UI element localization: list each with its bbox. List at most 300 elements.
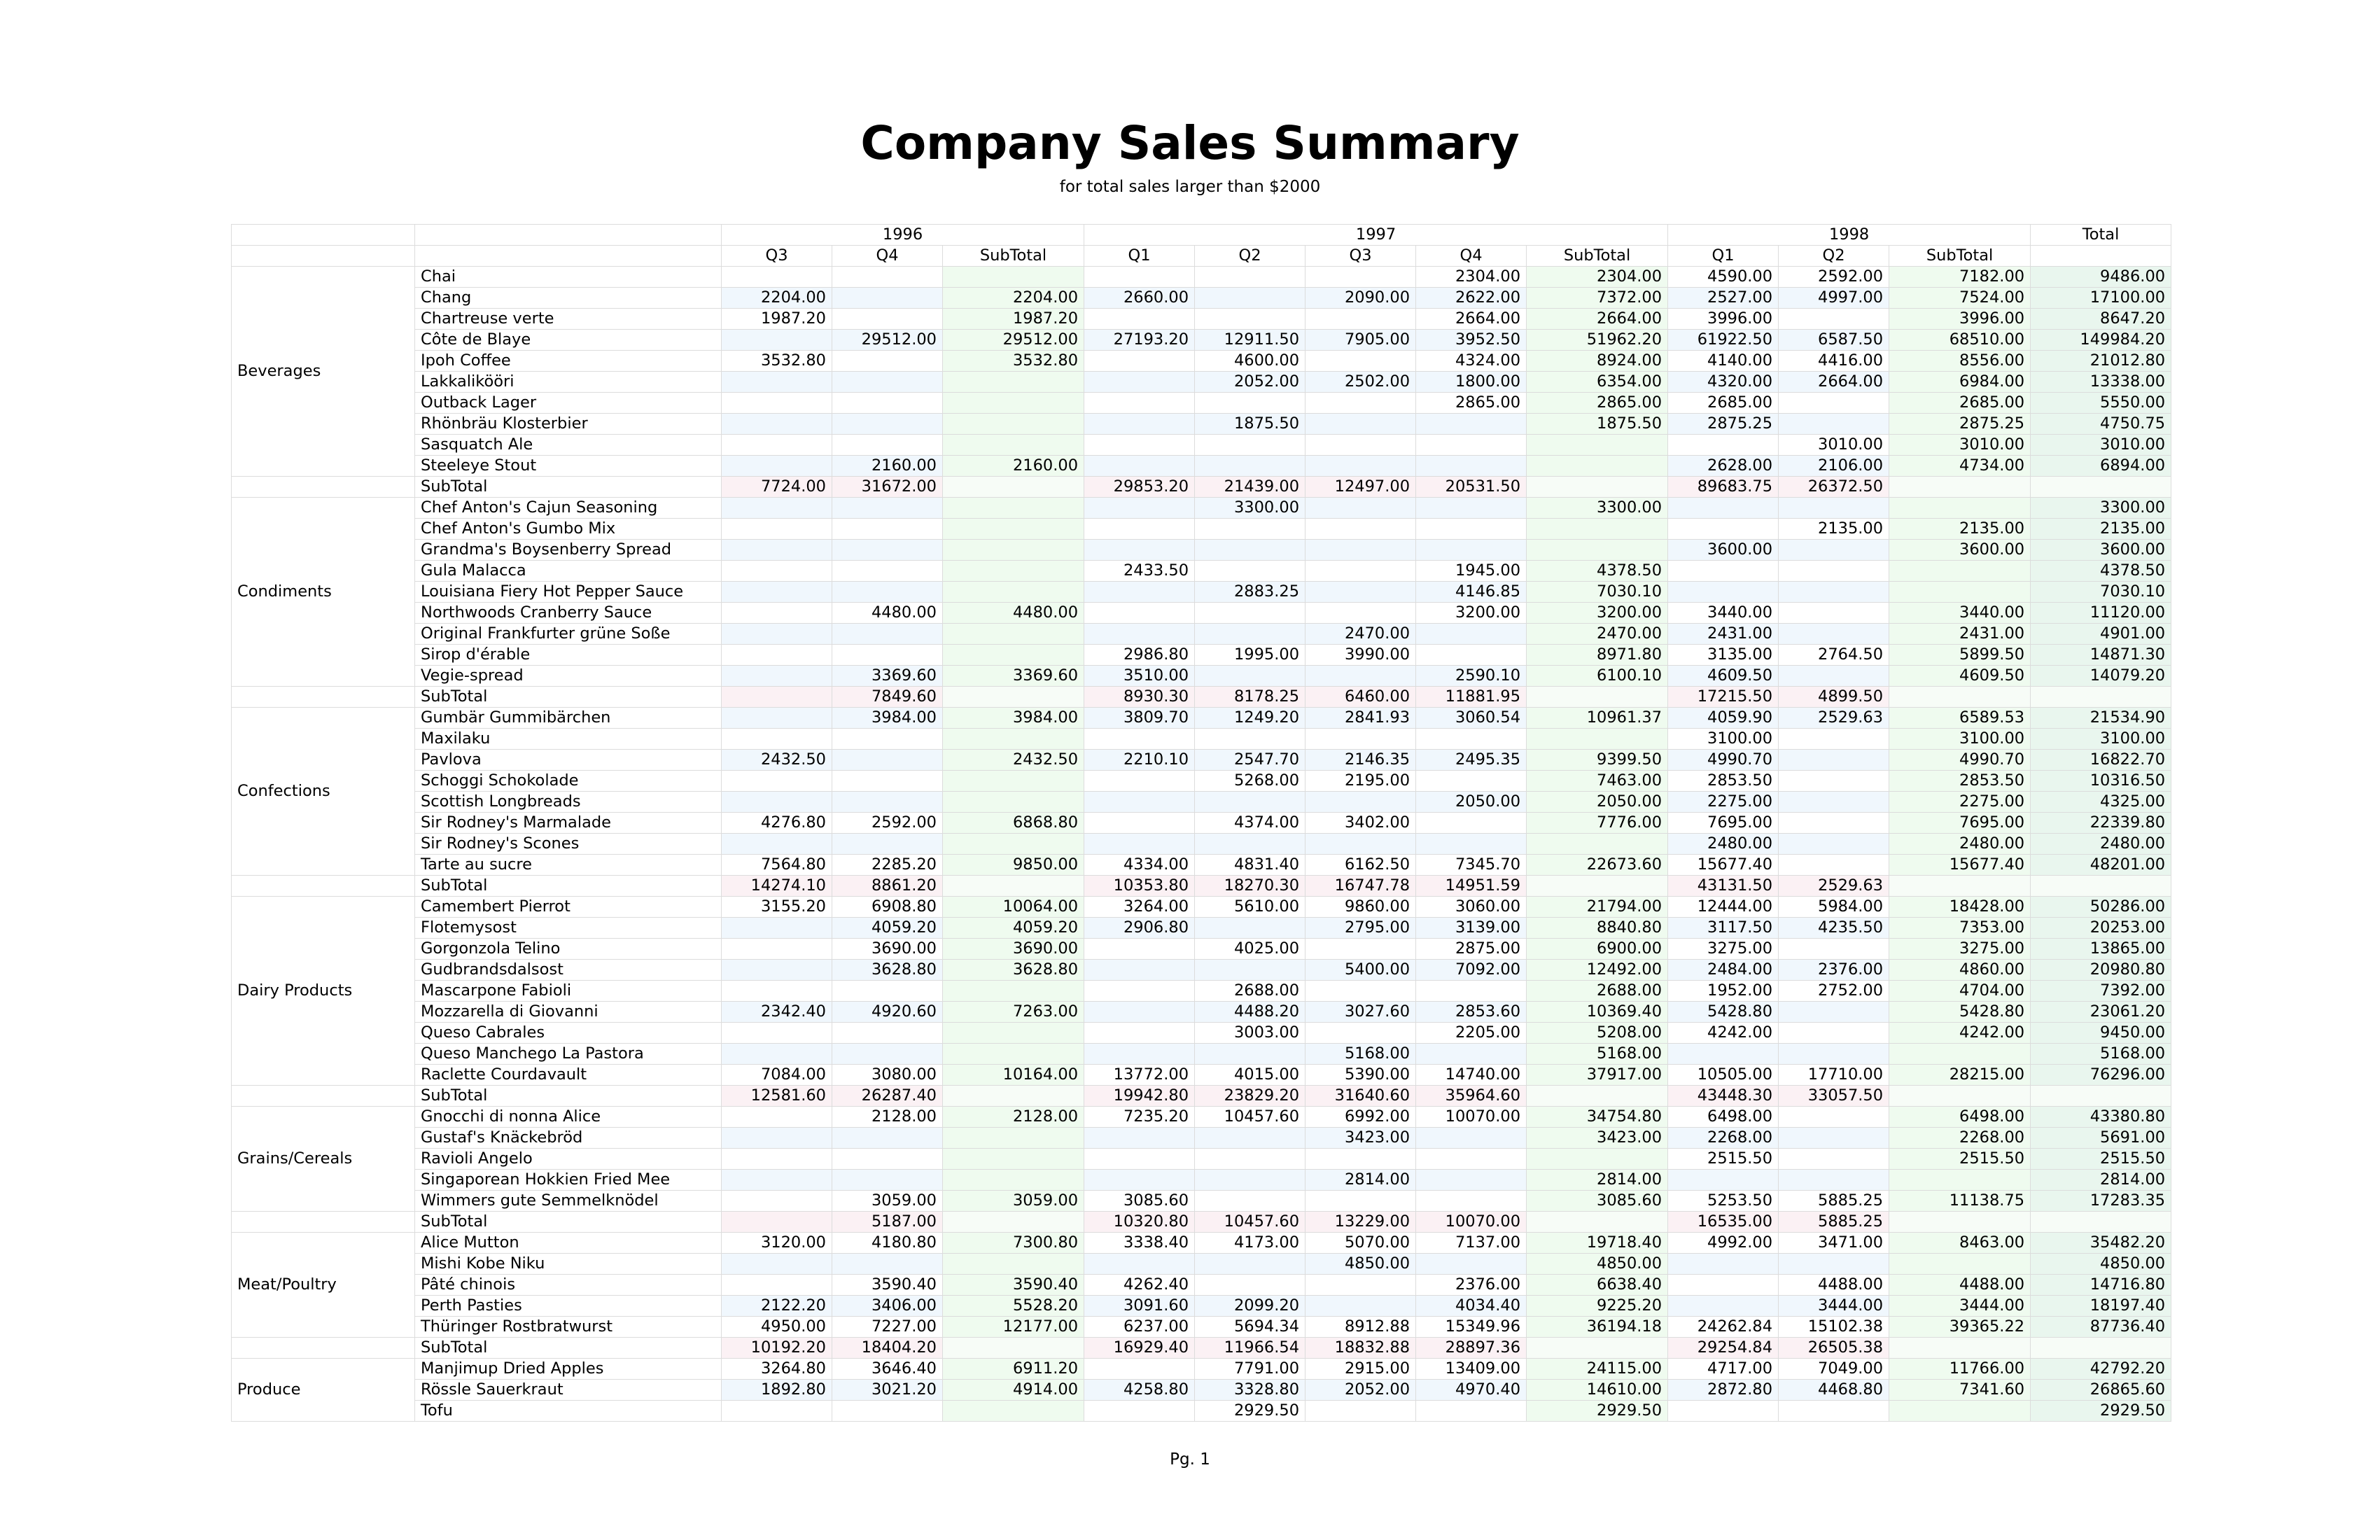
subtotal-empty-cell xyxy=(232,1086,415,1107)
value-cell: 2688.00 xyxy=(1195,981,1306,1002)
value-cell xyxy=(832,1401,943,1422)
report-subtitle: for total sales larger than $2000 xyxy=(1059,178,1321,196)
value-cell xyxy=(1195,960,1306,981)
year-subtotal-cell: 2160.00 xyxy=(943,456,1084,477)
value-cell xyxy=(1084,960,1195,981)
year-subtotal-cell: 8840.80 xyxy=(1527,918,1668,939)
subtotal-empty-cell xyxy=(232,1212,415,1233)
table-row xyxy=(232,1380,2171,1401)
row-total-cell: 22339.80 xyxy=(2031,813,2171,834)
year-subtotal-cell: 7353.00 xyxy=(1889,918,2031,939)
value-cell xyxy=(1779,1044,1889,1065)
subtotal-cell: 6460.00 xyxy=(1306,687,1416,708)
product-name: Gnocchi di nonna Alice xyxy=(415,1107,722,1128)
value-cell xyxy=(1668,561,1779,582)
subtotal-cell xyxy=(2031,687,2171,708)
table-row xyxy=(232,771,2171,792)
subtotal-cell: 5885.25 xyxy=(1779,1212,1889,1233)
value-cell: 12444.00 xyxy=(1668,897,1779,918)
product-name: Raclette Courdavault xyxy=(415,1065,722,1086)
value-cell xyxy=(1084,582,1195,603)
table-row xyxy=(232,960,2171,981)
row-total-cell: 4850.00 xyxy=(2031,1254,2171,1275)
product-name: Sir Rodney's Scones xyxy=(415,834,722,855)
year-subtotal-cell xyxy=(1527,1149,1668,1170)
value-cell: 3444.00 xyxy=(1779,1296,1889,1317)
value-cell: 4950.00 xyxy=(722,1317,832,1338)
value-cell: 2275.00 xyxy=(1668,792,1779,813)
value-cell xyxy=(832,288,943,309)
table-row xyxy=(232,1149,2171,1170)
value-cell xyxy=(722,1170,832,1191)
year-subtotal-cell: 28215.00 xyxy=(1889,1065,2031,1086)
year-subtotal-cell: 3996.00 xyxy=(1889,309,2031,330)
subtotal-cell xyxy=(1527,1338,1668,1359)
value-cell xyxy=(1195,1191,1306,1212)
product-name: Scottish Longbreads xyxy=(415,792,722,813)
value-cell xyxy=(1195,792,1306,813)
value-cell xyxy=(832,582,943,603)
year-subtotal-cell: 12177.00 xyxy=(943,1317,1084,1338)
value-cell xyxy=(722,1254,832,1275)
value-cell xyxy=(1668,1401,1779,1422)
row-total-cell: 5168.00 xyxy=(2031,1044,2171,1065)
year-subtotal-cell: 7463.00 xyxy=(1527,771,1668,792)
table-row xyxy=(232,1233,2171,1254)
product-name: Sir Rodney's Marmalade xyxy=(415,813,722,834)
value-cell xyxy=(832,519,943,540)
product-name: Original Frankfurter grüne Soße xyxy=(415,624,722,645)
value-cell xyxy=(832,372,943,393)
value-cell xyxy=(722,708,832,729)
row-total-cell: 11120.00 xyxy=(2031,603,2171,624)
year-subtotal-cell: 3100.00 xyxy=(1889,729,2031,750)
value-cell xyxy=(832,1044,943,1065)
subtotal-cell: 29853.20 xyxy=(1084,477,1195,498)
subtotal-cell: 8178.25 xyxy=(1195,687,1306,708)
row-total-cell: 21534.90 xyxy=(2031,708,2171,729)
value-cell: 3117.50 xyxy=(1668,918,1779,939)
table-row xyxy=(232,435,2171,456)
value-cell xyxy=(1084,351,1195,372)
value-cell: 5390.00 xyxy=(1306,1065,1416,1086)
row-total-cell: 48201.00 xyxy=(2031,855,2171,876)
row-total-cell: 4378.50 xyxy=(2031,561,2171,582)
value-cell xyxy=(1779,666,1889,687)
value-cell: 2929.50 xyxy=(1195,1401,1306,1422)
value-cell xyxy=(1416,1254,1527,1275)
table-row xyxy=(232,1128,2171,1149)
header-empty-cell xyxy=(415,225,722,246)
subtotal-empty-cell xyxy=(232,1338,415,1359)
value-cell xyxy=(1779,1254,1889,1275)
value-cell: 7345.70 xyxy=(1416,855,1527,876)
value-cell: 2527.00 xyxy=(1668,288,1779,309)
value-cell: 5268.00 xyxy=(1195,771,1306,792)
value-cell xyxy=(832,729,943,750)
table-row xyxy=(232,309,2171,330)
subtotal-cell: 21439.00 xyxy=(1195,477,1306,498)
value-cell xyxy=(1416,435,1527,456)
subtotal-empty-cell xyxy=(232,687,415,708)
year-subtotal-cell: 7300.80 xyxy=(943,1233,1084,1254)
value-cell xyxy=(832,792,943,813)
value-cell xyxy=(1084,1359,1195,1380)
product-name: Flotemysost xyxy=(415,918,722,939)
value-cell: 2160.00 xyxy=(832,456,943,477)
value-cell: 15102.38 xyxy=(1779,1317,1889,1338)
value-cell: 3021.20 xyxy=(832,1380,943,1401)
year-subtotal-cell: 2050.00 xyxy=(1527,792,1668,813)
value-cell xyxy=(722,1149,832,1170)
category-label: Beverages xyxy=(232,267,415,477)
value-cell xyxy=(722,582,832,603)
value-cell: 12911.50 xyxy=(1195,330,1306,351)
value-cell: 2146.35 xyxy=(1306,750,1416,771)
subtotal-cell xyxy=(722,1212,832,1233)
year-subtotal-cell xyxy=(943,729,1084,750)
value-cell: 4831.40 xyxy=(1195,855,1306,876)
year-subtotal-cell xyxy=(1527,540,1668,561)
value-cell xyxy=(1306,1149,1416,1170)
year-subtotal-cell: 2853.50 xyxy=(1889,771,2031,792)
value-cell: 2090.00 xyxy=(1306,288,1416,309)
year-subtotal-cell: 7263.00 xyxy=(943,1002,1084,1023)
value-cell: 7695.00 xyxy=(1668,813,1779,834)
year-subtotal-cell xyxy=(1889,1044,2031,1065)
value-cell xyxy=(1084,1128,1195,1149)
row-total-cell: 5550.00 xyxy=(2031,393,2171,414)
value-cell xyxy=(1084,603,1195,624)
value-cell: 5253.50 xyxy=(1668,1191,1779,1212)
value-cell xyxy=(1195,666,1306,687)
value-cell: 4025.00 xyxy=(1195,939,1306,960)
year-subtotal-cell xyxy=(943,372,1084,393)
value-cell: 3264.80 xyxy=(722,1359,832,1380)
year-subtotal-cell: 7695.00 xyxy=(1889,813,2031,834)
product-name: Sasquatch Ale xyxy=(415,435,722,456)
product-name: Chef Anton's Cajun Seasoning xyxy=(415,498,722,519)
value-cell xyxy=(1668,519,1779,540)
value-cell: 3690.00 xyxy=(832,939,943,960)
row-total-cell: 10316.50 xyxy=(2031,771,2171,792)
year-subtotal-cell: 2470.00 xyxy=(1527,624,1668,645)
value-cell xyxy=(1306,1401,1416,1422)
value-cell: 3952.50 xyxy=(1416,330,1527,351)
value-cell: 3100.00 xyxy=(1668,729,1779,750)
value-cell: 4992.00 xyxy=(1668,1233,1779,1254)
value-cell: 7905.00 xyxy=(1306,330,1416,351)
table-row xyxy=(232,855,2171,876)
subtotal-cell: 26287.40 xyxy=(832,1086,943,1107)
value-cell xyxy=(1084,519,1195,540)
year-subtotal-cell: 15677.40 xyxy=(1889,855,2031,876)
value-cell xyxy=(722,540,832,561)
total-header: Total xyxy=(2031,225,2171,246)
value-cell xyxy=(1416,519,1527,540)
value-cell: 5885.25 xyxy=(1779,1191,1889,1212)
year-subtotal-cell xyxy=(943,393,1084,414)
value-cell xyxy=(722,729,832,750)
value-cell: 4173.00 xyxy=(1195,1233,1306,1254)
value-cell: 4140.00 xyxy=(1668,351,1779,372)
value-cell: 3010.00 xyxy=(1779,435,1889,456)
row-total-cell: 13865.00 xyxy=(2031,939,2171,960)
value-cell: 4374.00 xyxy=(1195,813,1306,834)
value-cell xyxy=(1306,981,1416,1002)
subtotal-cell xyxy=(1527,1086,1668,1107)
value-cell: 5694.34 xyxy=(1195,1317,1306,1338)
value-cell xyxy=(1084,771,1195,792)
subtotal-cell: 19942.80 xyxy=(1084,1086,1195,1107)
table-row xyxy=(232,1359,2171,1380)
value-cell: 7564.80 xyxy=(722,855,832,876)
value-cell: 2752.00 xyxy=(1779,981,1889,1002)
value-cell: 2853.60 xyxy=(1416,1002,1527,1023)
table-row xyxy=(232,897,2171,918)
row-total-cell: 42792.20 xyxy=(2031,1359,2171,1380)
value-cell xyxy=(832,1254,943,1275)
table-row xyxy=(232,1107,2171,1128)
value-cell xyxy=(832,1149,943,1170)
year-subtotal-cell: 5168.00 xyxy=(1527,1044,1668,1065)
value-cell xyxy=(1195,288,1306,309)
product-name: Schoggi Schokolade xyxy=(415,771,722,792)
product-name: Camembert Pierrot xyxy=(415,897,722,918)
table-row xyxy=(232,1401,2171,1422)
row-total-cell: 87736.40 xyxy=(2031,1317,2171,1338)
product-name: Tofu xyxy=(415,1401,722,1422)
table-row xyxy=(232,330,2171,351)
value-cell: 2853.50 xyxy=(1668,771,1779,792)
year-subtotal-cell: 2268.00 xyxy=(1889,1128,2031,1149)
value-cell xyxy=(1779,939,1889,960)
sales-summary-table xyxy=(231,224,2171,1422)
value-cell: 15677.40 xyxy=(1668,855,1779,876)
year-subtotal-cell: 39365.22 xyxy=(1889,1317,2031,1338)
subtotal-cell: 26505.38 xyxy=(1779,1338,1889,1359)
quarter-header: Q2 xyxy=(1779,246,1889,267)
table-row xyxy=(232,1191,2171,1212)
value-cell xyxy=(1416,624,1527,645)
year-subtotal-cell: 4704.00 xyxy=(1889,981,2031,1002)
row-total-cell: 26865.60 xyxy=(2031,1380,2171,1401)
value-cell: 3275.00 xyxy=(1668,939,1779,960)
value-cell: 6587.50 xyxy=(1779,330,1889,351)
value-cell: 7137.00 xyxy=(1416,1233,1527,1254)
value-cell: 2122.20 xyxy=(722,1296,832,1317)
year-subtotal-cell: 6589.53 xyxy=(1889,708,2031,729)
subtotal-cell: 7849.60 xyxy=(832,687,943,708)
value-cell xyxy=(1779,834,1889,855)
quarter-header: Q4 xyxy=(832,246,943,267)
row-total-cell: 3100.00 xyxy=(2031,729,2171,750)
value-cell: 2764.50 xyxy=(1779,645,1889,666)
product-name: Mascarpone Fabioli xyxy=(415,981,722,1002)
value-cell xyxy=(1195,834,1306,855)
year-subtotal-cell xyxy=(943,792,1084,813)
value-cell xyxy=(1084,834,1195,855)
table-row xyxy=(232,834,2171,855)
year-subtotal-cell xyxy=(943,1254,1084,1275)
value-cell xyxy=(1084,1149,1195,1170)
value-cell: 2431.00 xyxy=(1668,624,1779,645)
product-name: Pâté chinois xyxy=(415,1275,722,1296)
value-cell: 2515.50 xyxy=(1668,1149,1779,1170)
year-subtotal-cell: 4914.00 xyxy=(943,1380,1084,1401)
row-total-cell: 4901.00 xyxy=(2031,624,2171,645)
value-cell xyxy=(722,267,832,288)
year-subtotal-cell: 3690.00 xyxy=(943,939,1084,960)
value-cell xyxy=(722,1401,832,1422)
value-cell xyxy=(832,351,943,372)
subtotal-cell: 31672.00 xyxy=(832,477,943,498)
value-cell xyxy=(1668,1296,1779,1317)
table-row xyxy=(232,918,2171,939)
value-cell: 4320.00 xyxy=(1668,372,1779,393)
subtotal-header: SubTotal xyxy=(943,246,1084,267)
table-row xyxy=(232,351,2171,372)
value-cell: 13772.00 xyxy=(1084,1065,1195,1086)
table-row xyxy=(232,1317,2171,1338)
value-cell xyxy=(1668,498,1779,519)
row-total-cell: 9486.00 xyxy=(2031,267,2171,288)
value-cell xyxy=(722,792,832,813)
value-cell xyxy=(722,1044,832,1065)
value-cell: 4416.00 xyxy=(1779,351,1889,372)
value-cell xyxy=(1779,414,1889,435)
value-cell: 3027.60 xyxy=(1306,1002,1416,1023)
value-cell: 2135.00 xyxy=(1779,519,1889,540)
value-cell xyxy=(832,624,943,645)
value-cell xyxy=(1084,1044,1195,1065)
value-cell xyxy=(1779,813,1889,834)
row-total-cell: 17100.00 xyxy=(2031,288,2171,309)
row-total-cell: 14716.80 xyxy=(2031,1275,2171,1296)
year-subtotal-cell: 4860.00 xyxy=(1889,960,2031,981)
year-subtotal-cell xyxy=(943,645,1084,666)
value-cell xyxy=(1195,1149,1306,1170)
value-cell: 4488.00 xyxy=(1779,1275,1889,1296)
year-subtotal-cell xyxy=(943,1128,1084,1149)
row-total-cell: 7392.00 xyxy=(2031,981,2171,1002)
value-cell xyxy=(1084,393,1195,414)
value-cell xyxy=(1416,771,1527,792)
value-cell: 3139.00 xyxy=(1416,918,1527,939)
value-cell xyxy=(1306,456,1416,477)
value-cell xyxy=(722,1275,832,1296)
value-cell: 3369.60 xyxy=(832,666,943,687)
value-cell: 2050.00 xyxy=(1416,792,1527,813)
value-cell xyxy=(1668,1254,1779,1275)
subtotal-cell: 33057.50 xyxy=(1779,1086,1889,1107)
year-subtotal-cell: 6100.10 xyxy=(1527,666,1668,687)
year-subtotal-cell: 29512.00 xyxy=(943,330,1084,351)
product-name: Outback Lager xyxy=(415,393,722,414)
product-name: Gudbrandsdalsost xyxy=(415,960,722,981)
value-cell: 3059.00 xyxy=(832,1191,943,1212)
year-subtotal-cell xyxy=(1527,519,1668,540)
value-cell: 4488.20 xyxy=(1195,1002,1306,1023)
table-row xyxy=(232,1170,2171,1191)
value-cell: 2841.93 xyxy=(1306,708,1416,729)
row-total-cell: 2814.00 xyxy=(2031,1170,2171,1191)
value-cell: 4180.80 xyxy=(832,1233,943,1254)
value-cell xyxy=(1195,561,1306,582)
header-empty-cell xyxy=(2031,246,2171,267)
row-total-cell: 3600.00 xyxy=(2031,540,2171,561)
year-subtotal-cell xyxy=(1889,1254,2031,1275)
year-subtotal-cell: 1875.50 xyxy=(1527,414,1668,435)
value-cell xyxy=(832,309,943,330)
subtotal-cell xyxy=(2031,477,2171,498)
value-cell xyxy=(1779,540,1889,561)
value-cell xyxy=(832,750,943,771)
product-name: Singaporean Hokkien Fried Mee xyxy=(415,1170,722,1191)
value-cell xyxy=(1195,1275,1306,1296)
year-subtotal-cell: 4242.00 xyxy=(1889,1023,2031,1044)
value-cell xyxy=(1084,372,1195,393)
value-cell: 7791.00 xyxy=(1195,1359,1306,1380)
year-subtotal-cell: 2480.00 xyxy=(1889,834,2031,855)
value-cell: 7227.00 xyxy=(832,1317,943,1338)
value-cell: 2872.80 xyxy=(1668,1380,1779,1401)
category-label: Dairy Products xyxy=(232,897,415,1086)
product-name: Côte de Blaye xyxy=(415,330,722,351)
quarter-header: Q2 xyxy=(1195,246,1306,267)
product-name: Alice Mutton xyxy=(415,1233,722,1254)
year-subtotal-cell: 4609.50 xyxy=(1889,666,2031,687)
value-cell xyxy=(1306,498,1416,519)
subtotal-cell xyxy=(1527,1212,1668,1233)
value-cell xyxy=(1779,750,1889,771)
value-cell: 27193.20 xyxy=(1084,330,1195,351)
year-subtotal-cell: 10064.00 xyxy=(943,897,1084,918)
value-cell xyxy=(1416,1044,1527,1065)
product-name: Perth Pasties xyxy=(415,1296,722,1317)
value-cell: 4920.60 xyxy=(832,1002,943,1023)
subtotal-cell: 8930.30 xyxy=(1084,687,1195,708)
value-cell xyxy=(832,414,943,435)
value-cell: 2052.00 xyxy=(1195,372,1306,393)
subtotal-cell xyxy=(943,876,1084,897)
product-name: Ravioli Angelo xyxy=(415,1149,722,1170)
year-subtotal-cell xyxy=(943,267,1084,288)
product-name: Northwoods Cranberry Sauce xyxy=(415,603,722,624)
product-name: Ipoh Coffee xyxy=(415,351,722,372)
row-total-cell: 76296.00 xyxy=(2031,1065,2171,1086)
value-cell xyxy=(1416,1170,1527,1191)
value-cell xyxy=(1668,1170,1779,1191)
year-header-1998: 1998 xyxy=(1668,225,2031,246)
year-subtotal-cell: 2128.00 xyxy=(943,1107,1084,1128)
row-total-cell: 18197.40 xyxy=(2031,1296,2171,1317)
value-cell xyxy=(1306,1023,1416,1044)
value-cell xyxy=(722,435,832,456)
product-name: Grandma's Boysenberry Spread xyxy=(415,540,722,561)
product-name: Wimmers gute Semmelknödel xyxy=(415,1191,722,1212)
value-cell xyxy=(722,1191,832,1212)
subtotal-cell: 43131.50 xyxy=(1668,876,1779,897)
year-subtotal-cell: 10369.40 xyxy=(1527,1002,1668,1023)
value-cell xyxy=(1084,414,1195,435)
table-row xyxy=(232,666,2171,687)
value-cell: 2906.80 xyxy=(1084,918,1195,939)
subtotal-cell xyxy=(2031,876,2171,897)
row-total-cell: 17283.35 xyxy=(2031,1191,2171,1212)
value-cell: 3406.00 xyxy=(832,1296,943,1317)
subtotal-cell: 31640.60 xyxy=(1306,1086,1416,1107)
